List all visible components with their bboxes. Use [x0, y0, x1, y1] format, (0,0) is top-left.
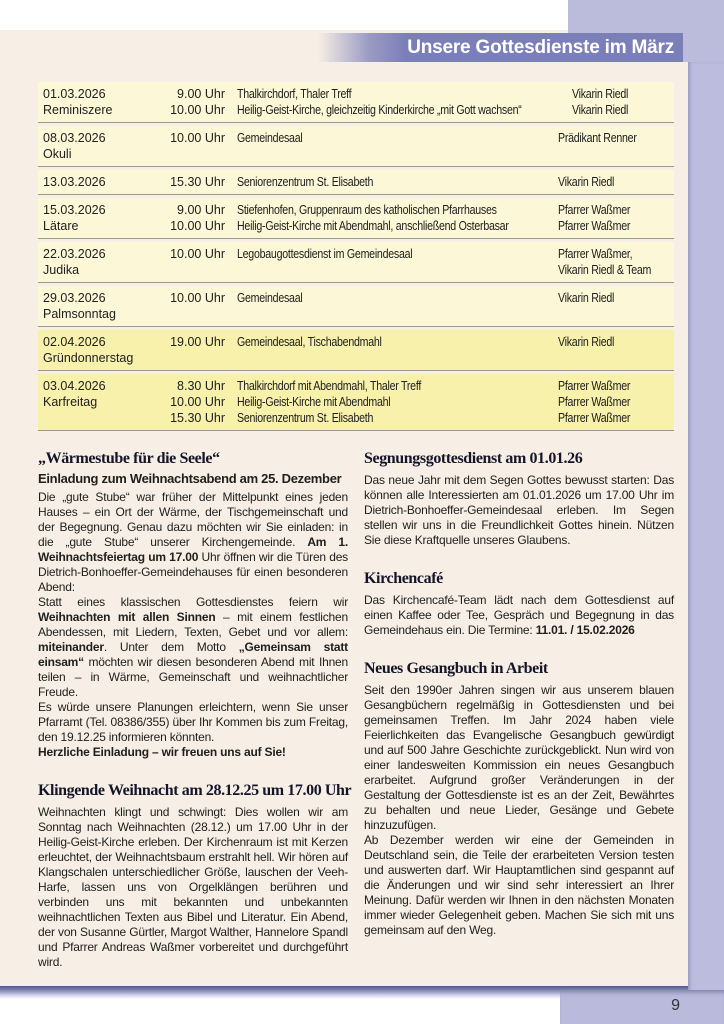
location-cell [225, 130, 558, 162]
article-subtitle: Einladung zum Weihnachtsabend am 25. Dezember [38, 471, 342, 486]
service-minister: Pfarrer Waßmer [558, 203, 631, 217]
location-cell [225, 174, 558, 190]
service-minister: Pfarrer Waßmer [558, 219, 631, 233]
time-cell [161, 290, 225, 322]
service-time: 10.00 Uhr [170, 103, 225, 117]
article-title: Klingende Weihnacht am 28.12.25 um 17.00 Uhr [38, 782, 352, 799]
article-title: Neues Gesangbuch in Arbeit [364, 660, 548, 677]
article-paragraph [38, 745, 348, 760]
service-date: 01.03.2026 [43, 87, 106, 101]
time-cell [161, 174, 225, 190]
service-date: 03.04.2026 [43, 379, 106, 393]
service-minister: Pfarrer Waßmer [558, 395, 631, 409]
date-cell [43, 86, 161, 118]
service-minister: Vikarin Riedl [558, 291, 615, 305]
service-time: 9.00 Uhr [177, 203, 225, 217]
right-side-bar [688, 62, 724, 1024]
service-time: 8.30 Uhr [177, 379, 225, 393]
service-location: Thalkirchdorf, Thaler Treff [237, 87, 352, 101]
page-number: 9 [671, 997, 680, 1014]
text-segment: Das neue Jahr mit dem Segen Gottes bewusst starten: Das können alle Interessierten am 01.01.2026 um 17.00 Uhr im Dietrich-Bonhoeffer-Gemeindesaal erleben. Im Segen stellen wir uns in die Freundlichkeit Gottes hinein. Nützen Sie diese Kraftquelle unseres Glaubens. [364, 473, 674, 547]
service-location: Heilig-Geist-Kirche, gleichzeitig Kinderkirche „mit Gott wachsen“ [237, 103, 522, 117]
service-minister: Pfarrer Waßmer, [558, 247, 633, 261]
service-day: Palmsonntag [43, 307, 116, 321]
location-cell [225, 246, 558, 278]
service-time: 10.00 Uhr [170, 131, 225, 145]
article-paragraph [38, 490, 348, 595]
article [364, 450, 674, 548]
service-minister: Vikarin Riedl [558, 335, 615, 349]
date-cell [43, 246, 161, 278]
service-date: 08.03.2026 [43, 131, 106, 145]
minister-cell [558, 174, 670, 190]
time-cell [161, 246, 225, 278]
schedule-row [38, 198, 674, 239]
service-date: 22.03.2026 [43, 247, 106, 261]
service-day: Gründonnerstag [43, 351, 134, 365]
text-segment: Weihnachten klingt und schwingt: Dies wollen wir am Sonntag nach Weihnachten (28.12.) um 17.00 Uhr in der Heilig-Geist-Kirche erleben. Der Kirchenraum ist mit Kerzen erleuchtet, der Weihnachtsbaum erstrahlt hell. Wir hören auf Klangschalen unterschiedlicher Größe, lauschen der Veeh-Harfe, lassen uns von Orgelklängen berühren und verbinden uns mit bekannten und unbekannten weihnachtlichen Texten aus Bibel und Literatur. Ein Abend, der von Susanne Gürtler, Margot Walther, Hannelore Spandl und Pfarrer Andreas Waßmer vorbereitet und durchgeführt wird. [38, 805, 348, 969]
minister-cell [558, 290, 670, 322]
article-paragraph [38, 700, 348, 745]
service-time: 15.30 Uhr [170, 175, 225, 189]
text-segment: Das Kirchencafé-Team lädt nach dem Gottesdienst auf einen Kaffee oder Tee, Gespräch und Begegnung in das Gemeindehaus ein. Die Termine: [364, 593, 674, 637]
text-segment: 11.01. / 15.02.2026 [535, 623, 635, 637]
service-location: Gemeindesaal, Tischabendmahl [237, 335, 382, 349]
service-time: 10.00 Uhr [170, 291, 225, 305]
schedule-row [38, 286, 674, 327]
service-day: Judika [43, 263, 80, 277]
text-segment: – mit einem festlichen Abendessen, mit Liedern, Texten, Gebet und vor allem: [38, 610, 348, 639]
service-day: Karfreitag [43, 395, 98, 409]
time-cell [161, 334, 225, 366]
time-cell [161, 86, 225, 118]
service-minister: Vikarin Riedl [558, 175, 615, 189]
text-segment: miteinander [38, 640, 104, 654]
service-location: Stiefenhofen, Gruppenraum des katholischen Pfarrhauses [237, 203, 497, 217]
service-minister: Vikarin Riedl [571, 87, 628, 101]
service-minister: Pfarrer Waßmer [558, 411, 631, 425]
text-segment: Weihnachten mit allen Sinnen [38, 610, 216, 624]
location-cell [225, 290, 558, 322]
date-cell [43, 174, 161, 190]
right-column [364, 450, 674, 970]
schedule-row [38, 82, 674, 123]
text-segment: Ab Dezember werden wir eine der Gemeinden in Deutschland sein, die Teile der erarbeiteten Version testen und auswerten darf. Wir Hauptamtlichen sind gespannt auf die Änderungen und wir sind sehr interessiert an Ihrer Meinung. Dafür werden wir Ihnen in den nächsten Monaten immer wieder Gelegenheit geben. Machen Sie sich mit uns gemeinsam auf den Weg. [364, 833, 674, 937]
article-paragraph [364, 833, 674, 938]
text-segment: möchten wir diesen besonderen Abend mit Ihnen teilen – in Wärme, Gemeinschaft und weihnachtlicher Freude. [38, 655, 348, 699]
time-cell [161, 202, 225, 234]
service-time: 19.00 Uhr [170, 335, 225, 349]
article [364, 570, 674, 638]
article [38, 782, 352, 970]
location-cell [225, 378, 558, 426]
service-day: Reminiszere [43, 103, 113, 117]
location-cell [225, 86, 572, 118]
service-date: 29.03.2026 [43, 291, 106, 305]
date-cell [43, 202, 161, 234]
date-cell [43, 378, 161, 426]
location-cell [225, 202, 558, 234]
schedule-row [38, 374, 674, 431]
service-minister: Vikarin Riedl [571, 103, 628, 117]
schedule-row [38, 242, 674, 283]
minister-cell [558, 334, 670, 366]
schedule-row [38, 170, 674, 195]
service-time: 15.30 Uhr [170, 411, 225, 425]
service-day: Lätare [43, 219, 79, 233]
service-minister: Pfarrer Waßmer [558, 379, 631, 393]
service-time: 10.00 Uhr [170, 219, 225, 233]
date-cell [43, 290, 161, 322]
left-column [38, 450, 352, 970]
text-segment: Am 1. Weihnachtsfeiertag um 17.00 [38, 535, 348, 564]
service-location: Gemeindesaal [237, 291, 303, 305]
text-segment: „Gemeinsam statt einsam“ [38, 640, 348, 669]
article-paragraph [364, 593, 674, 638]
page-title: Unsere Gottesdienste im März [407, 36, 674, 58]
minister-cell [558, 202, 670, 234]
footer-page-block [560, 990, 724, 1024]
service-time: 10.00 Uhr [170, 247, 225, 261]
service-location: Gemeindesaal [237, 131, 303, 145]
time-cell [161, 378, 225, 426]
service-date: 13.03.2026 [43, 175, 106, 189]
service-location: Heilig-Geist-Kirche mit Abendmahl, anschließend Osterbasar [237, 219, 509, 233]
service-time: 10.00 Uhr [170, 395, 225, 409]
article-paragraph [38, 595, 348, 700]
minister-cell [558, 130, 670, 162]
text-segment: Es würde unsere Planungen erleichtern, wenn Sie unser Pfarramt (Tel. 08386/355) über Ihr Kommen bis zum Freitag, den 19.12.25 informieren könnten. [38, 700, 348, 744]
schedule-row [38, 126, 674, 167]
text-segment: Statt eines klassischen Gottesdienstes feiern wir [38, 595, 348, 609]
article [38, 450, 348, 760]
time-cell [161, 130, 225, 162]
text-segment: . Unter dem Motto [103, 640, 239, 654]
article-title: „Wärmestube für die Seele“ [38, 450, 220, 467]
service-day: Okuli [43, 147, 72, 161]
date-cell [43, 130, 161, 162]
schedule-row [38, 330, 674, 371]
text-segment: Herzliche Einladung – wir freuen uns auf Sie! [38, 745, 286, 759]
service-schedule-table [38, 82, 674, 434]
article-paragraph [364, 683, 674, 833]
date-cell [43, 334, 161, 366]
service-minister: Prädikant Renner [558, 131, 637, 145]
service-location: Legobaugottesdienst im Gemeindesaal [237, 247, 413, 261]
service-location: Seniorenzentrum St. Elisabeth [237, 411, 374, 425]
article-title: Segnungsgottesdienst am 01.01.26 [364, 450, 583, 467]
page-header-banner [318, 33, 683, 62]
service-minister: Vikarin Riedl & Team [558, 263, 652, 277]
minister-cell [558, 378, 670, 426]
service-date: 15.03.2026 [43, 203, 106, 217]
article-paragraph [38, 805, 348, 970]
article [364, 660, 674, 938]
minister-cell [572, 86, 684, 118]
location-cell [225, 334, 558, 366]
service-location: Thalkirchdorf mit Abendmahl, Thaler Treff [237, 379, 422, 393]
article-title: Kirchencafé [364, 570, 443, 587]
minister-cell [558, 246, 670, 278]
service-location: Seniorenzentrum St. Elisabeth [237, 175, 374, 189]
text-segment: Seit den 1990er Jahren singen wir aus unserem blauen Gesangbüchern regelmäßig in Gottesdiensten und bei gemeinsamen Treffen. Im Jahr 2024 haben viele Feierlichkeiten das Evangelische Gesangbuch gewürdigt und auf 500 Jahre Geschichte zurückgeblickt. Nun wird von einer landesweiten Kommission ein neues Gesangbuch erarbeitet. Aufgrund großer Veränderungen in der Gestaltung der Gottesdienste ist es an der Zeit, Bewährtes zu behalten und neue Lieder, Gesänge und Gebete hinzuzufügen. [364, 683, 674, 832]
service-time: 9.00 Uhr [177, 87, 225, 101]
article-columns [38, 450, 674, 970]
service-location: Heilig-Geist-Kirche mit Abendmahl [237, 395, 391, 409]
article-paragraph [364, 473, 674, 548]
text-segment: Die „gute Stube“ war früher der Mittelpunkt eines jeden Hauses – ein Ort der Wärme, der Tischgemeinschaft und der Begegnung. Genau dazu möchten wir Sie einladen: in die „gute Stube“ unserer Kirchengemeinde. [38, 490, 348, 549]
text-segment: Uhr öffnen wir die Türen des Dietrich-Bonhoeffer-Gemeindehauses für einen besonderen Abend: [38, 550, 348, 594]
service-date: 02.04.2026 [43, 335, 106, 349]
